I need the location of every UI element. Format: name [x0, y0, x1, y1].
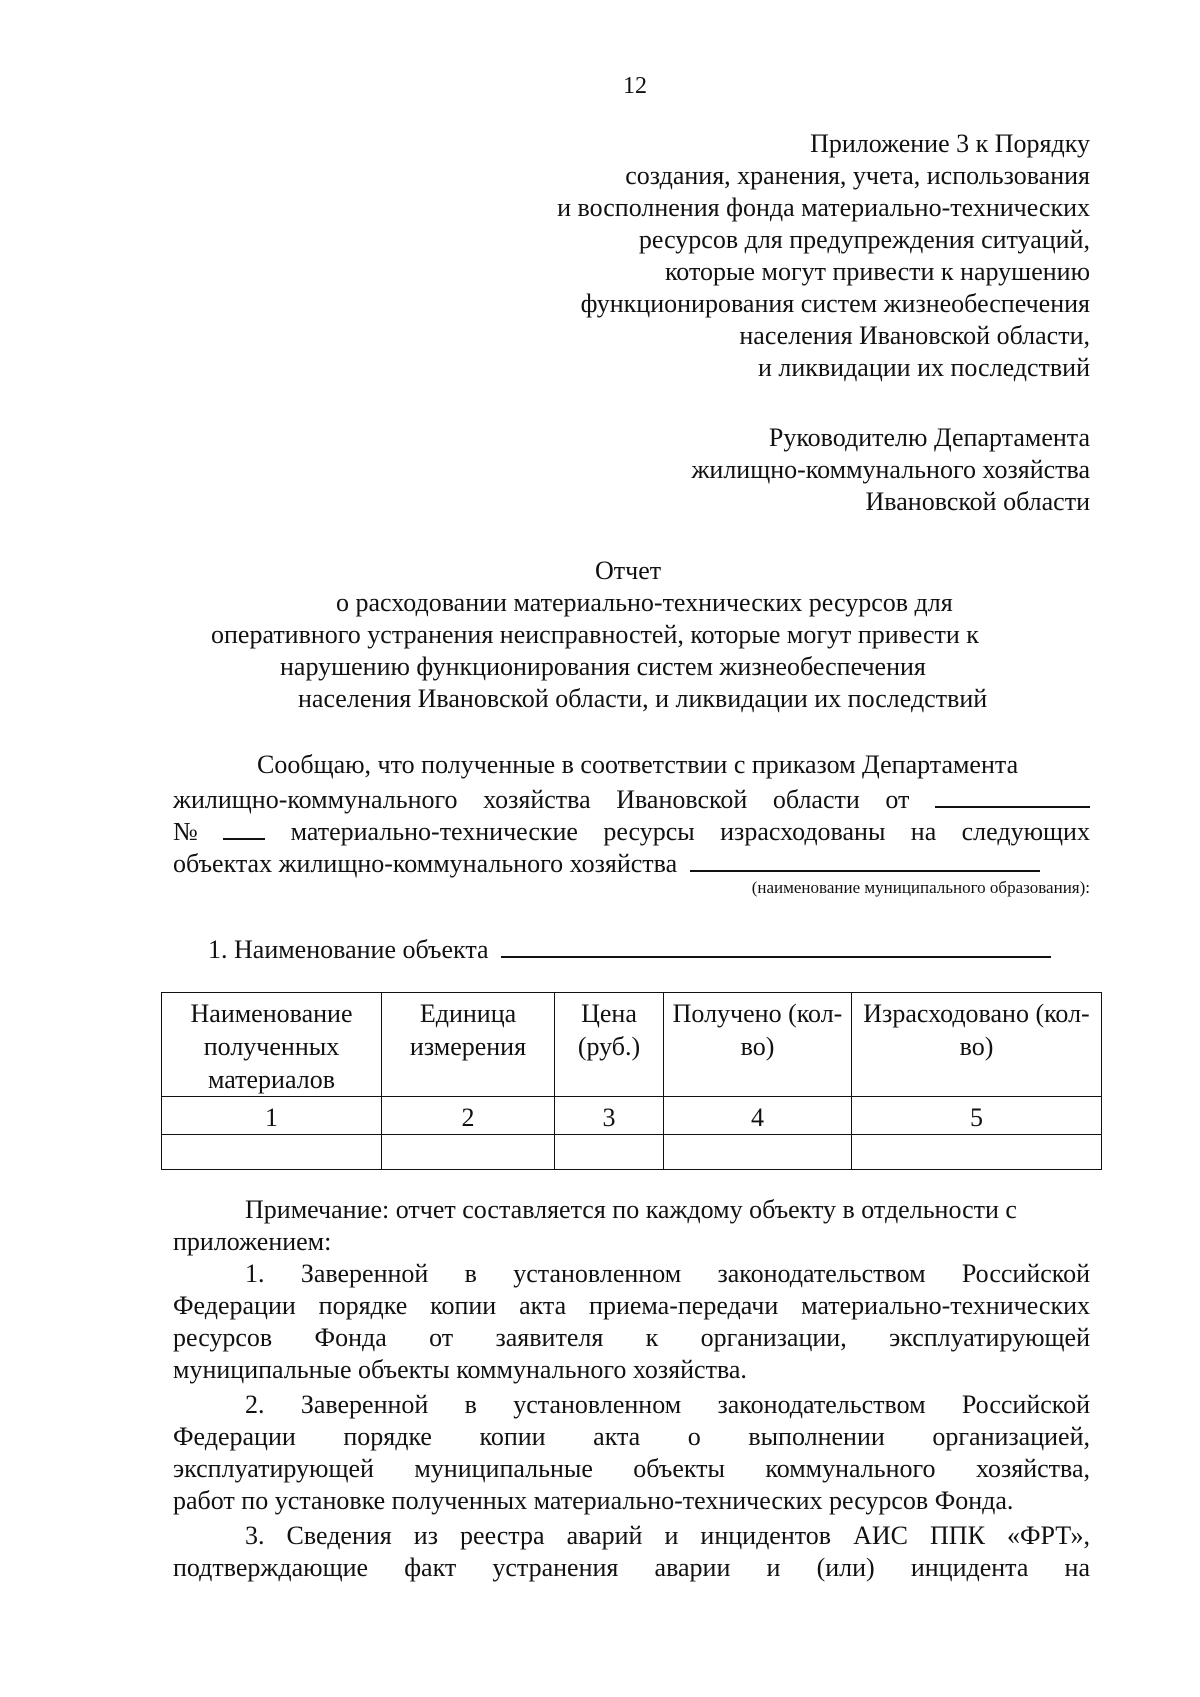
- table-cell: 5: [852, 1097, 1102, 1135]
- table-header: Единица измерения: [382, 993, 555, 1097]
- message-word: материально-технические: [290, 817, 578, 846]
- appendix-block: [370, 128, 1090, 384]
- addressee-line: жилищно-коммунального хозяйства: [691, 455, 1090, 484]
- appendix-line: Приложение 3 к Порядку: [810, 129, 1090, 158]
- table-cell[interactable]: [382, 1135, 555, 1170]
- object-name-label: 1. Наименование объекта: [208, 935, 489, 964]
- order-number-blank[interactable]: [223, 814, 265, 840]
- report-subtitle-line: о расходовании материально-технических ресурсов для: [336, 588, 953, 617]
- table-cell[interactable]: [555, 1135, 664, 1170]
- materials-table: [161, 992, 1102, 1170]
- note-line: ресурсов Фонда от заявителя к организации, эксплуатирующей: [173, 1323, 1090, 1352]
- appendix-line: создания, хранения, учета, использования: [625, 161, 1090, 190]
- note-line: эксплуатирующей муниципальные объекты коммунального хозяйства,: [173, 1454, 1090, 1483]
- table-cell: 4: [664, 1097, 852, 1135]
- addressee-line: Ивановской области: [865, 487, 1090, 516]
- note-line: 1. Заверенной в установленном законодательством Российской: [245, 1259, 1090, 1288]
- table-cell: 2: [382, 1097, 555, 1135]
- table-header: Наименование полученных материалов: [162, 993, 382, 1097]
- municipality-blank[interactable]: [690, 846, 1040, 872]
- message-word: Ивановской: [616, 785, 748, 814]
- note-line: 3. Сведения из реестра аварий и инцидентов АИС ППК «ФРТ»,: [245, 1521, 1090, 1550]
- note-line: работ по установке полученных материально-технических ресурсов Фонда.: [173, 1486, 1014, 1515]
- table-row: [162, 1097, 1102, 1135]
- note-line: подтверждающие факт устранения аварии и (или) инцидента на: [173, 1553, 1090, 1582]
- appendix-line: и восполнения фонда материально-технических: [557, 193, 1090, 222]
- note-line: 2. Заверенной в установленном законодательством Российской: [245, 1390, 1090, 1419]
- message-word: израсходованы: [720, 817, 886, 846]
- addressee-block: [370, 422, 1090, 518]
- number-sign: №: [173, 817, 198, 846]
- object-name-line: [208, 932, 1051, 966]
- addressee-line: Руководителю Департамента: [768, 423, 1090, 452]
- table-row: [162, 1135, 1102, 1170]
- report-subtitle-line: населения Ивановской области, и ликвидации их последствий: [298, 684, 988, 713]
- message-word: следующих: [961, 817, 1090, 846]
- note-line: муниципальные объекты коммунального хозяйства.: [173, 1355, 747, 1384]
- table-cell: 3: [555, 1097, 664, 1135]
- message-word: на: [910, 817, 937, 846]
- message-line-1: Сообщаю, что полученные в соответствии с приказом Департамента: [257, 750, 1019, 779]
- note-line: Федерации порядке копии акта приема-передачи материально-технических: [173, 1291, 1090, 1320]
- note-line: Федерации порядке копии акта о выполнении организацией,: [173, 1422, 1090, 1451]
- order-date-blank[interactable]: [935, 782, 1090, 808]
- appendix-line: населения Ивановской области,: [739, 321, 1090, 350]
- table-cell[interactable]: [852, 1135, 1102, 1170]
- message-line-4: [173, 846, 1090, 880]
- appendix-line: функционирования систем жизнеобеспечения: [580, 289, 1090, 318]
- table-header: Получено (кол-во): [664, 993, 852, 1097]
- municipality-caption: (наименование муниципального образования):: [751, 878, 1090, 897]
- message-line-2: [173, 782, 1090, 816]
- report-subtitle-line: нарушению функционирования систем жизнеобеспечения: [280, 652, 926, 681]
- message-text: объектах жилищно-коммунального хозяйства: [173, 849, 678, 878]
- table-header-row: [162, 993, 1102, 1097]
- note-line: Примечание: отчет составляется по каждому объекту в отдельности с: [245, 1195, 1017, 1224]
- message-line-3: [173, 814, 1090, 848]
- report-title: Отчет: [595, 556, 662, 585]
- message-word: области: [772, 785, 860, 814]
- appendix-line: которые могут привести к нарушению: [665, 257, 1090, 286]
- table-cell: 1: [162, 1097, 382, 1135]
- report-subtitle-line: оперативного устранения неисправностей, которые могут привести к: [211, 620, 979, 649]
- note-line: приложением:: [173, 1227, 332, 1256]
- message-word: хозяйства: [483, 785, 591, 814]
- message-word: жилищно-коммунального: [173, 785, 458, 814]
- message-word: от: [885, 785, 910, 814]
- object-name-blank[interactable]: [501, 932, 1051, 958]
- appendix-line: ресурсов для предупреждения ситуаций,: [638, 225, 1090, 254]
- message-word: ресурсы: [603, 817, 695, 846]
- page-number: 12: [623, 73, 647, 99]
- table-cell[interactable]: [664, 1135, 852, 1170]
- table-cell[interactable]: [162, 1135, 382, 1170]
- table-header: Цена (руб.): [555, 993, 664, 1097]
- table-header: Израсходовано (кол-во): [852, 993, 1102, 1097]
- appendix-line: и ликвидации их последствий: [757, 353, 1090, 382]
